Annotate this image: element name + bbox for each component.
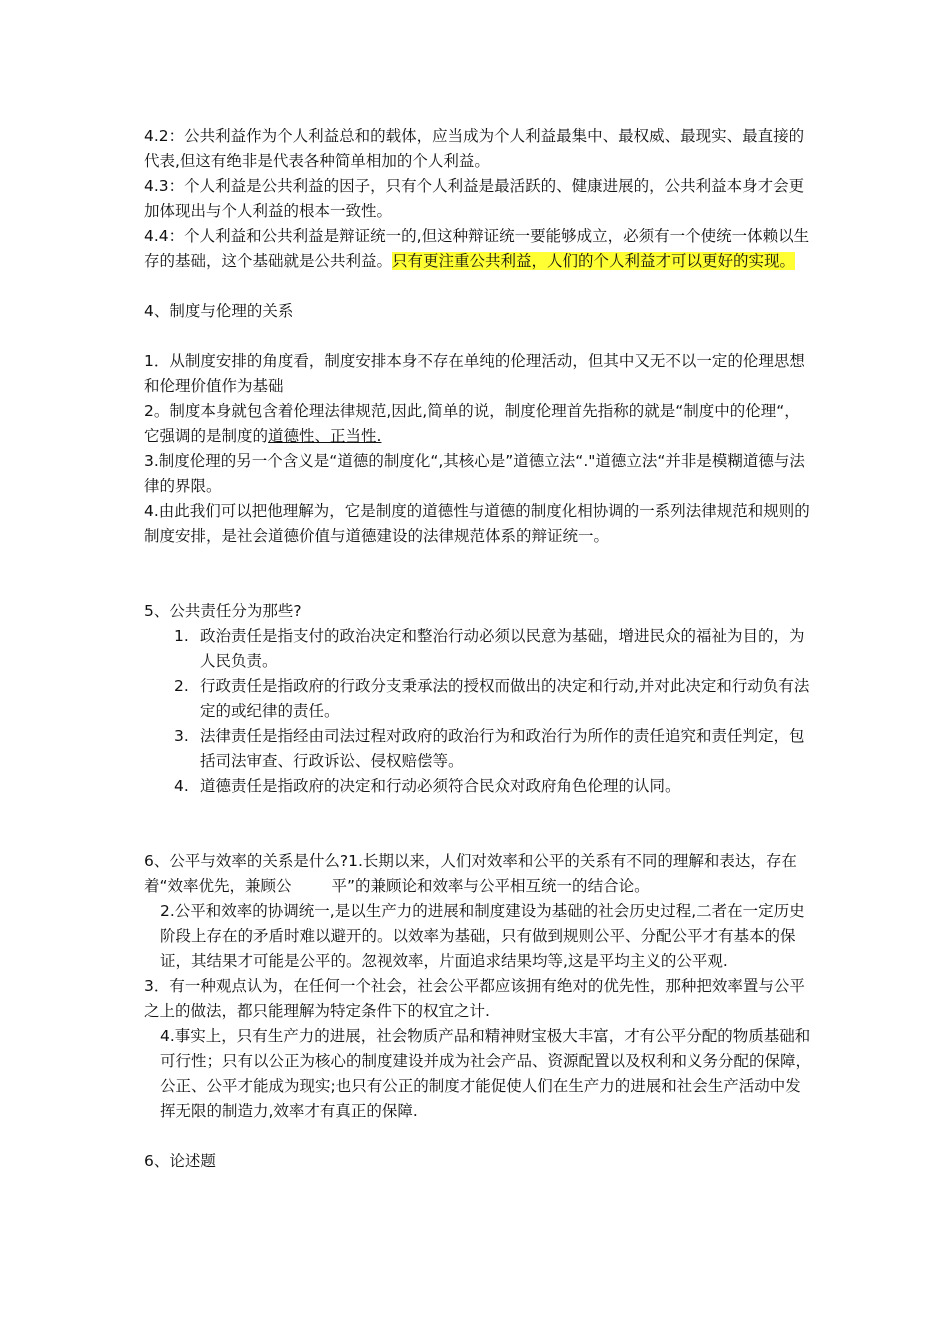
list-item-number: 3.	[174, 727, 189, 745]
institution-point-1: 1．从制度安排的角度看，制度安排本身不存在单纯的伦理活动，但其中又无不以一定的伦理思想和伦理价值作为基础	[144, 352, 805, 395]
fairness-efficiency-point-1-a: 6、公平与效率的关系是什么?1.长期以来，人们对效率和公平的关系有不同的理解和表达，存在着“效率优先，兼顾公	[144, 852, 797, 895]
paragraph-4-3: 4.3：个人利益是公共利益的因子，只有个人利益是最活跃的、健康进展的，公共利益本身才会更加体现出与个人利益的根本一致性。	[144, 177, 805, 220]
paragraph-4-2: 4.2：公共利益作为个人利益总和的载体，应当成为个人利益最集中、最权威、最现实、最直接的代表,但这有绝非是代表各种简单相加的个人利益。	[144, 127, 805, 170]
institution-point-3: 3.制度伦理的另一个含义是“道德的制度化“,其核心是”道德立法“."道德立法“并非是模糊道德与法律的界限。	[144, 452, 805, 495]
fairness-efficiency-point-3: 3．有一种观点认为，在任何一个社会，社会公平都应该拥有绝对的优先性，那种把效率置与公平之上的做法，都只能理解为特定条件下的权宜之计.	[144, 977, 805, 1020]
list-item	[144, 674, 812, 724]
list-item-text: 法律责任是指经由司法过程对政府的政治行为和政治行为所作的责任追究和责任判定，包括司法审查、行政诉讼、侵权赔偿等。	[200, 727, 805, 770]
list-item-number: 1.	[174, 627, 189, 645]
section-heading-public-responsibility: 5、公共责任分为那些?	[144, 602, 302, 620]
underlined-phrase: 道德性、正当性.	[268, 427, 382, 445]
fairness-efficiency-point-1-b: 平”的兼顾论和效率与公平相互统一的结合论。	[331, 877, 650, 895]
institution-point-2-text: 2。制度本身就包含着伦理法律规范,因此,简单的说，制度伦理首先指称的就是“制度中的伦理“，它强调的是制度的	[144, 402, 800, 445]
list-item-text: 政治责任是指支付的政治决定和整治行动必须以民意为基础，增进民众的福祉为目的，为人民负责。	[200, 627, 805, 670]
institution-point-2	[144, 399, 812, 449]
paragraph-4-4-text: 4.4：个人利益和公共利益是辩证统一的,但这种辩证统一要能够成立，必须有一个使统一体赖以生存的基础，这个基础就是公共利益。	[144, 227, 810, 270]
list-item	[144, 624, 812, 674]
list-item-text: 道德责任是指政府的决定和行动必须符合民众对政府角色伦理的认同。	[200, 777, 681, 795]
list-item-number: 4.	[174, 777, 189, 795]
fairness-efficiency-point-4: 4.事实上，只有生产力的进展，社会物质产品和精神财宝极大丰富，才有公平分配的物质基础和可行性；只有以公正为核心的制度建设并成为社会产品、资源配置以及权利和义务分配的保障，公正、公平才能成为现实;也只有公正的制度才能促使人们在生产力的进展和社会生产活动中发挥无限的制造力,效率才有真正的保障.	[160, 1027, 812, 1120]
document-body	[144, 124, 812, 1174]
list-item-text: 行政责任是指政府的行政分支秉承法的授权而做出的决定和行动,并对此决定和行动负有法定的或纪律的责任。	[200, 677, 810, 720]
list-item	[144, 774, 812, 799]
section-heading-essay: 6、论述题	[144, 1152, 216, 1170]
fairness-efficiency-point-2: 2.公平和效率的协调统一,是以生产力的进展和制度建设为基础的社会历史过程,二者在一定历史阶段上存在的矛盾时难以避开的。以效率为基础，只有做到规则公平、分配公平才有基本的保证，其结果才可能是公平的。忽视效率，片面追求结果均等,这是平均主义的公平观.	[160, 902, 805, 970]
fairness-efficiency-point-1	[144, 849, 812, 899]
responsibility-list	[144, 624, 812, 799]
section-heading-institution-ethics: 4、制度与伦理的关系	[144, 302, 294, 320]
paragraph-4-4	[144, 224, 812, 274]
list-item-number: 2.	[174, 677, 189, 695]
highlighted-sentence: 只有更注重公共利益，人们的个人利益才可以更好的实现。	[392, 252, 796, 270]
institution-point-4: 4.由此我们可以把他理解为，它是制度的道德性与道德的制度化相协调的一系列法律规范和规则的制度安排，是社会道德价值与道德建设的法律规范体系的辩证统一。	[144, 502, 810, 545]
list-item	[144, 724, 812, 774]
